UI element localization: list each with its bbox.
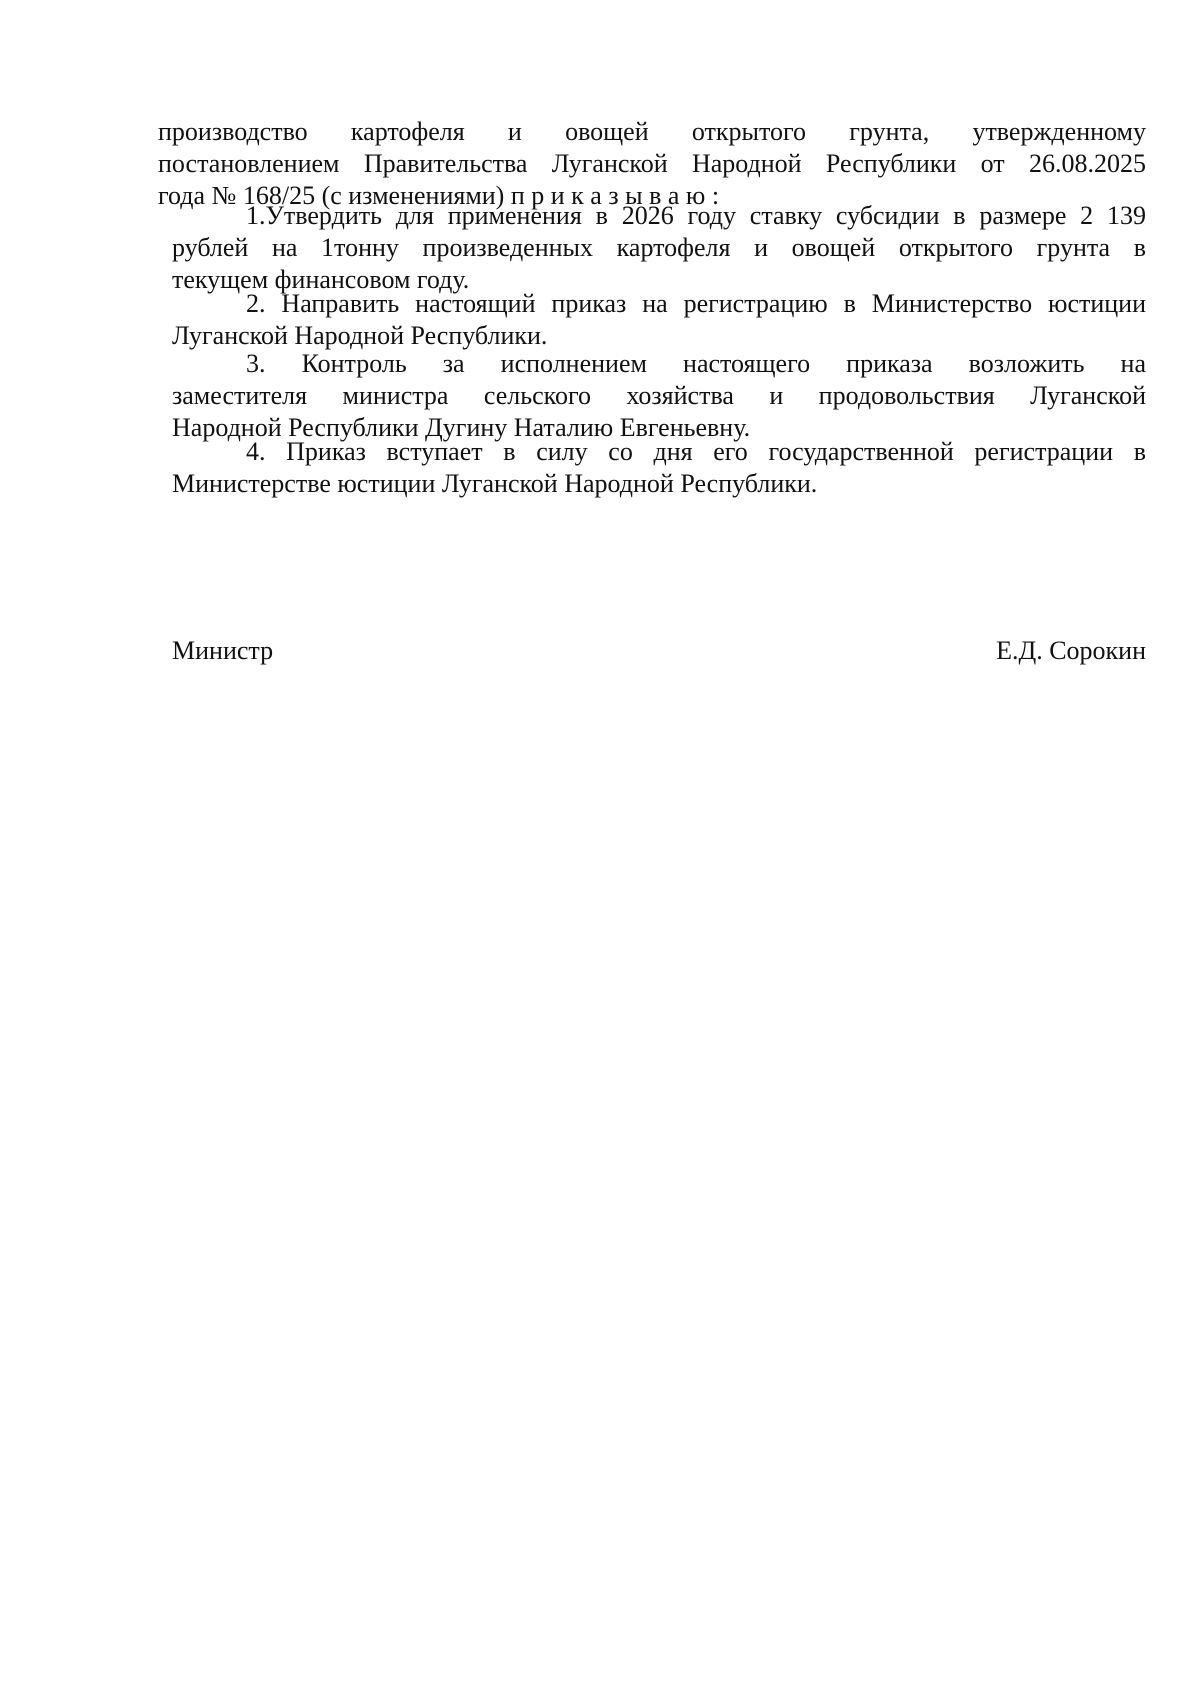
item-line: Луганской Народной Республики. <box>172 321 548 350</box>
item-line: 1.Утвердить для применения в 2026 году ставку субсидии в размере 2 139 <box>246 201 1146 230</box>
intro-line: постановлением Правительства Луганской Народной Республики от 26.08.2025 <box>158 149 1146 178</box>
item-line: 2. Направить настоящий приказ на регистрацию в Министерство юстиции <box>246 289 1146 318</box>
item-2 <box>172 288 1146 352</box>
signature-name: Е.Д. Сорокин <box>996 636 1146 665</box>
item-line: 3. Контроль за исполнением настоящего приказа возложить на <box>246 349 1146 378</box>
item-line: Народной Республики Дугину Наталию Евгеньевну. <box>172 413 751 442</box>
item-1 <box>172 200 1146 296</box>
signature-position: Министр <box>172 636 274 665</box>
item-3 <box>172 348 1146 444</box>
intro-line: производство картофеля и овощей открытого грунта, утвержденному <box>158 117 1146 146</box>
item-4 <box>172 436 1146 500</box>
intro-line: года № 168/25 (с изменениями) п р и к а з ы в а ю : <box>158 181 720 210</box>
item-line: 4. Приказ вступает в силу со дня его государственной регистрации в <box>246 437 1146 466</box>
intro-paragraph <box>158 116 1146 212</box>
item-line: заместителя министра сельского хозяйства и продовольствия Луганской <box>172 381 1146 410</box>
item-line: текущем финансовом году. <box>172 265 470 294</box>
item-line: рублей на 1тонну произведенных картофеля и овощей открытого грунта в <box>172 233 1146 262</box>
item-line: Министерстве юстиции Луганской Народной Республики. <box>172 469 818 498</box>
